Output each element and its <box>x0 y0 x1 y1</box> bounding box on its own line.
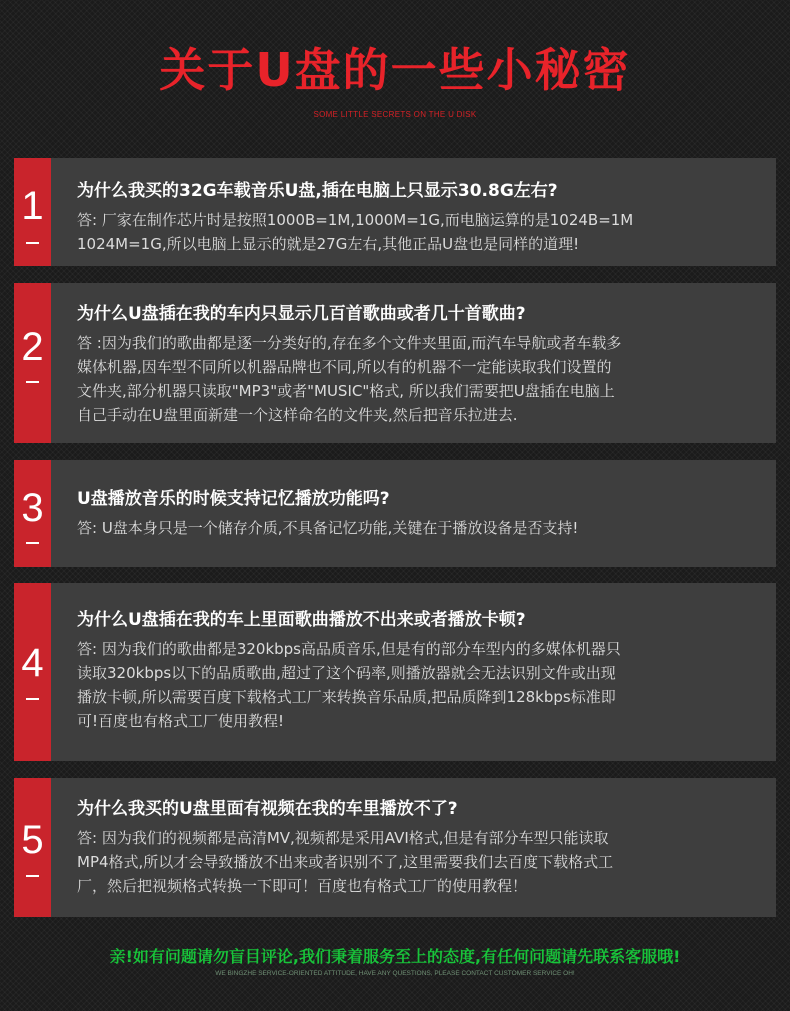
number-underline <box>26 698 39 700</box>
answer-line: 答 :因为我们的歌曲都是逐一分类好的,存在多个文件夹里面,而汽车导航或者车载多 <box>77 334 622 352</box>
answer-line: 可!百度也有格式工厂使用教程! <box>77 712 285 730</box>
faq-number-badge <box>14 158 51 266</box>
faq-number: 2 <box>21 325 44 369</box>
faq-card-2 <box>14 283 776 443</box>
faq-number-badge <box>14 283 51 443</box>
answer-line: 厂，然后把视频格式转换一下即可！百度也有格式工厂的使用教程！ <box>77 877 528 895</box>
faq-card-3 <box>14 460 776 567</box>
faq-question: 为什么我买的U盘里面有视频在我的车里播放不了? <box>77 799 458 819</box>
faq-answer <box>77 637 762 733</box>
footer-notice: 亲!如有问题请勿盲目评论,我们秉着服务至上的态度,有任何问题请先联系客服哦! <box>109 947 681 966</box>
answer-line: 答: 因为我们的视频都是高清MV,视频都是采用AVI格式,但是有部分车型只能读取 <box>77 829 609 847</box>
faq-question: 为什么我买的32G车载音乐U盘,插在电脑上只显示30.8G左右? <box>77 181 558 201</box>
number-underline <box>26 242 39 244</box>
faq-card-1 <box>14 158 776 266</box>
faq-answer <box>77 208 762 256</box>
faq-number-badge <box>14 460 51 567</box>
number-underline <box>26 542 39 544</box>
faq-number: 5 <box>21 818 44 862</box>
footer-notice-english: WE BINGZHE SERVICE-ORIENTED ATTITUDE, HAVE ANY QUESTIONS, PLEASE CONTACT CUSTOMER SERVICE OH! <box>215 970 575 977</box>
faq-question: 为什么U盘插在我的车内只显示几百首歌曲或者几十首歌曲? <box>77 304 526 324</box>
number-underline <box>26 381 39 383</box>
number-underline <box>26 875 39 877</box>
answer-line: 自己手动在U盘里面新建一个这样命名的文件夹,然后把音乐拉进去. <box>77 406 518 424</box>
faq-number-badge <box>14 778 51 917</box>
answer-line: MP4格式,所以才会导致播放不出来或者识别不了,这里需要我们去百度下载格式工 <box>77 853 614 871</box>
faq-card-4 <box>14 583 776 761</box>
faq-number: 1 <box>21 184 44 228</box>
faq-question: U盘播放音乐的时候支持记忆播放功能吗? <box>77 489 390 509</box>
faq-answer <box>77 826 762 898</box>
answer-line: 答: U盘本身只是一个储存介质,不具备记忆功能,关键在于播放设备是否支持! <box>77 519 579 537</box>
answer-line: 答: 因为我们的歌曲都是320kbps高品质音乐,但是有的部分车型内的多媒体机器只 <box>77 640 621 658</box>
faq-number-badge <box>14 583 51 761</box>
faq-card-5 <box>14 778 776 917</box>
answer-line: 媒体机器,因车型不同所以机器品牌也不同,所以有的机器不一定能读取我们设置的 <box>77 358 612 376</box>
answer-line: 答: 厂家在制作芯片时是按照1000B=1M,1000M=1G,而电脑运算的是1024B=1M <box>77 211 634 229</box>
page-subtitle: SOME LITTLE SECRETS ON THE U DISK <box>313 110 477 119</box>
faq-number: 4 <box>21 641 44 685</box>
answer-line: 播放卡顿,所以需要百度下载格式工厂来转换音乐品质,把品质降到128kbps标准即 <box>77 688 616 706</box>
page-title: 关于U盘的一些小秘密 <box>159 43 631 97</box>
answer-line: 1024M=1G,所以电脑上显示的就是27G左右,其他正品U盘也是同样的道理! <box>77 235 580 253</box>
faq-answer <box>77 516 762 540</box>
faq-answer <box>77 331 762 427</box>
answer-line: 文件夹,部分机器只读取"MP3"或者"MUSIC"格式, 所以我们需要把U盘插在电脑上 <box>77 382 615 400</box>
faq-question: 为什么U盘插在我的车上里面歌曲播放不出来或者播放卡顿? <box>77 610 526 630</box>
answer-line: 读取320kbps以下的品质歌曲,超过了这个码率,则播放器就会无法识别文件或出现 <box>77 664 616 682</box>
faq-number: 3 <box>21 486 44 530</box>
